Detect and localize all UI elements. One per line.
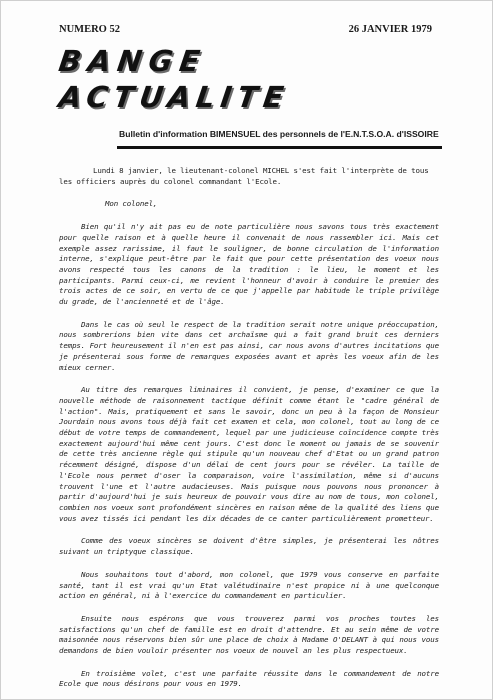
- letter-paragraph: Bien qu'il n'y ait pas eu de note particulière nous savons tous très exactement pour quelle raison et à quelle heure il convenait de nous rassembler ici. Mais cet exemple assez rarissime, il faut le souligner, de bonne circulation de l'information interne, s'explique peut-être par le fait que pour cette présentation des voeux nous avons respecté tous les canons de la tradition : le lieu, le moment et les participants. Parmi ceux-ci, me revient l'honneur d'avoir à conduire le premier des trois actes de ce soir, en vertu de ce que j'appelle par habitude le triple privilège du grade, de l'ancienneté et de l'âge.: [59, 222, 439, 307]
- issue-date: 26 JANVIER 1979: [348, 24, 432, 35]
- letter-paragraph: En troisième volet, c'est une parfaite réussite dans le commandement de notre Ecole que nous désirons pour vous en 1979.: [59, 668, 439, 689]
- letter-body: [59, 166, 439, 698]
- letter-paragraph: Comme des voeux sincères se doivent d'être simples, je présenterai les nôtres suivant un triptyque classique.: [59, 536, 439, 557]
- masthead-title-line1: BANGE: [56, 44, 209, 78]
- letter-paragraph: Dans le cas où seul le respect de la tradition serait notre unique préoccupation, nous sombrerions bien vite dans cet archaïsme qui a fait grand bruit ces derniers temps. Fort heureusement il n'en est pas ainsi, car nous avons d'autres incitations que je présenterai sous forme de remarques exposées avant et après les voeux afin de les mieux cerner.: [59, 319, 439, 372]
- letter-paragraph: Ensuite nous espérons que vous trouverez parmi vos proches toutes les satisfactions qu'un chef de famille est en droit d'attendre. Et au sein même de votre maisonnée nous réservons bien sûr une place de choix à Madame O'DELANT à qui nous vous demandons de bien vouloir présenter nos voeux de nouvel an les plus respectueux.: [59, 613, 439, 656]
- bulletin-subtitle: Bulletin d'information BIMENSUEL des personnels de l'E.N.T.S.O.A. d'ISSOIRE: [119, 129, 439, 139]
- letter-greeting: Mon colonel,: [105, 199, 158, 209]
- letter-paragraph: Au titre des remarques liminaires il convient, je pense, d'examiner ce que la nouvelle méthode de raisonnement tactique définit comme étant le "cadre général de l'action". Mais, pratiquement et sans le savoir, donc un peu à la façon de Monsieur Jourdain nous avons tous déjà fait cet examen et cela, mon colonel, tout au long de ce début de votre temps de commandement, lequel par une judicieuse coïncidence compte très exactement aujourd'hui même cent jours. C'est donc le moment ou jamais de se souvenir de cette très ancienne règle qui stipule qu'un nouveau chef d'Etat ou un grand patron récemment désigné, dispose d'un délai de cent jours pour se révéler. La taille de l'Ecole nous permet d'oser la comparaison, voire l'assimilation, même si d'aucuns trouvent l'une et l'autre audacieuses. Mais puisque nous pouvons nous prononcer à partir d'aujourd'hui je suis heureux de pouvoir vous dire au nom de tous, mon colonel, combien nos voeux sont profondément sincères en raison même de la qualité des liens que vous avez tissés ici pendant les dix décades de ce canter particulièrement prometteur.: [59, 385, 439, 523]
- issue-number: NUMERO 52: [59, 24, 120, 35]
- letter-paragraph: Nous souhaitons tout d'abord, mon colonel, que 1979 vous conserve en parfaite santé, tant il est vrai qu'un Etat valétudinaire n'est propice ni à une quelconque action en général, ni à l'exercice du commandement en particulier.: [59, 569, 439, 601]
- masthead-rule: [117, 146, 442, 149]
- letter-intro: Lundi 8 janvier, le lieutenant-colonel MICHEL s'est fait l'interprète de tous les officiers auprès du colonel commandant l'Ecole.: [59, 166, 429, 186]
- masthead-title-line2: ACTUALITE: [56, 80, 292, 114]
